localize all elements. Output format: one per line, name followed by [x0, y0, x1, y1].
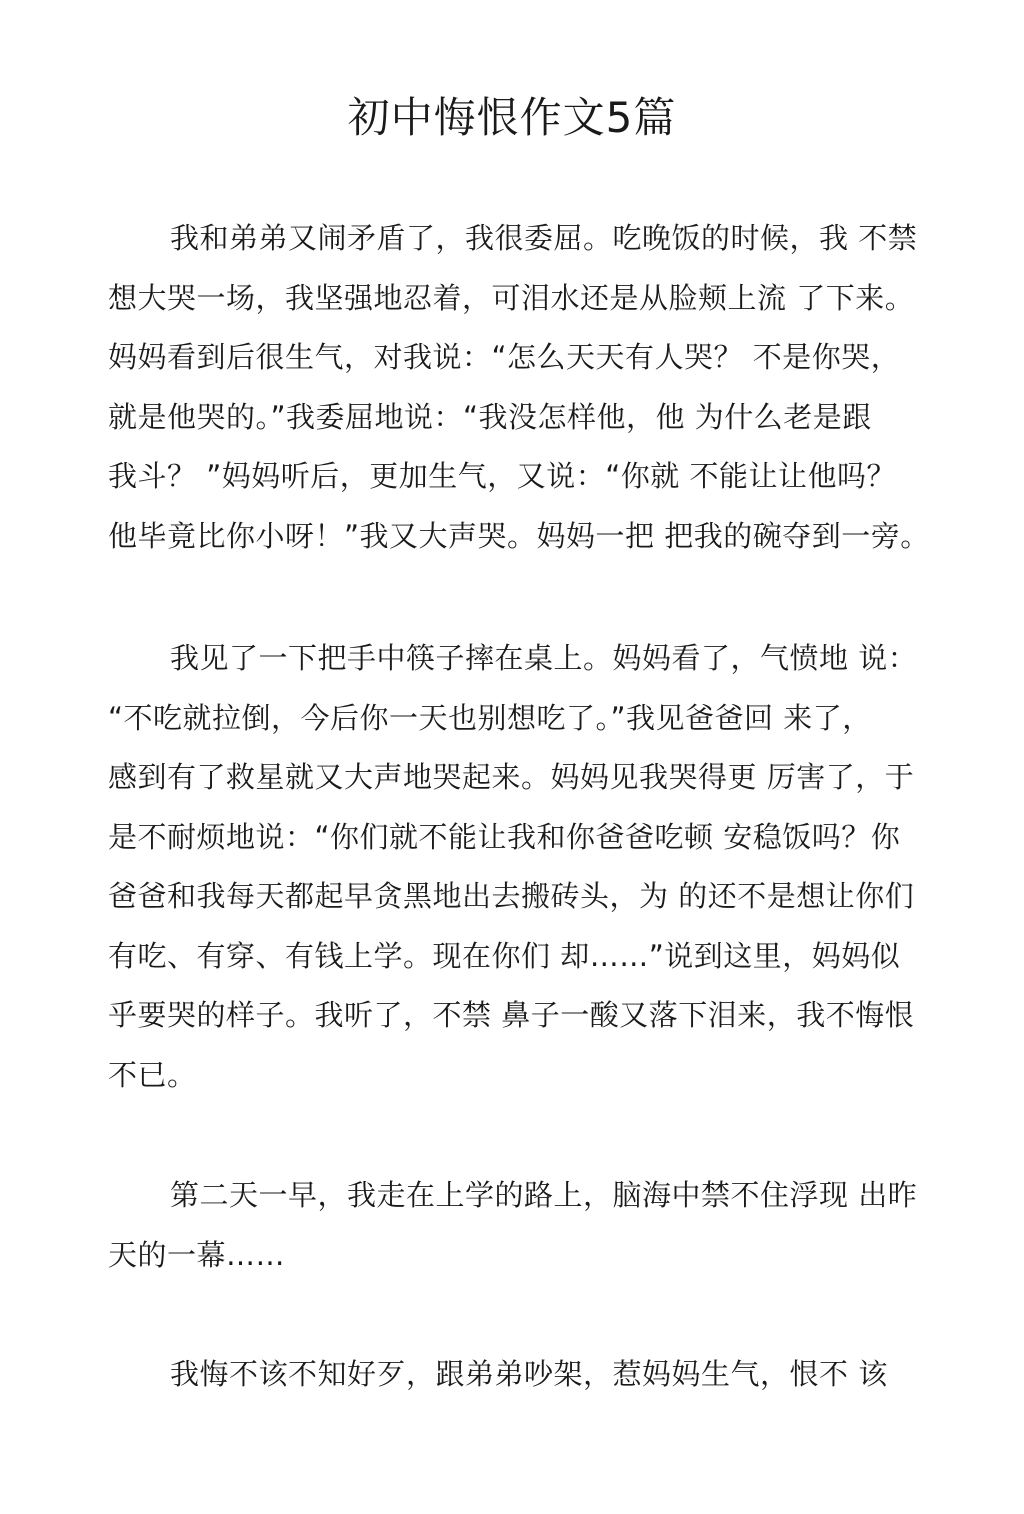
text-line: 第二天一早，我走在上学的路上，脑海中禁不住浮现 出昨 [170, 1178, 918, 1212]
text-line: 我斗？ ”妈妈听后，更加生气，又说：“你就 不能让让他吗？ [108, 459, 896, 493]
text-line: 爸爸和我每天都起早贪黑地出去搬砖头，为 的还不是想让你们 [108, 879, 915, 913]
document-title: 初中悔恨作文5篇 [347, 93, 677, 142]
text-line: 我悔不该不知好歹，跟弟弟吵架，惹妈妈生气，恨不 该 [170, 1357, 888, 1391]
text-line: 不已。 [108, 1057, 197, 1092]
text-line: 就是他哭的。”我委屈地说：“我没怎样他，他 为什么老是跟 [108, 399, 872, 434]
text-line: “不吃就拉倒，今后你一天也别想吃了。”我见爸爸回 来了， [108, 700, 872, 735]
text-line: 想大哭一场，我坚强地忍着，可泪水还是从脸颊上流 了下来。 [108, 280, 915, 315]
paragraph-1 [108, 209, 948, 566]
paragraph-4 [108, 1345, 948, 1405]
text-line: 天的一幕…… [108, 1237, 286, 1272]
text-line: 他毕竟比你小呀！”我又大声哭。妈妈一把 把我的碗夺到一旁。 [108, 518, 930, 553]
paragraph-3 [108, 1166, 948, 1285]
text-line: 是不耐烦地说：“你们就不能让我和你爸爸吃顿 安稳饭吗？你 [108, 819, 901, 854]
text-line: 感到有了救星就又大声地哭起来。妈妈见我哭得更 厉害了，于 [108, 760, 915, 794]
text-line: 妈妈看到后很生气，对我说：“怎么天天有人哭？ 不是你哭， [108, 340, 901, 374]
paragraph-2 [108, 629, 948, 1105]
text-line: 有吃、有穿、有钱上学。现在你们 却……”说到这里，妈妈似 [108, 938, 901, 973]
text-line: 乎要哭的样子。我听了，不禁 鼻子一酸又落下泪来，我不悔恨 [108, 998, 915, 1032]
text-line: 我和弟弟又闹矛盾了，我很委屈。吃晚饭的时候，我 不禁 [170, 221, 918, 255]
text-line: 我见了一下把手中筷子摔在桌上。妈妈看了，气愤地 说： [170, 641, 918, 675]
